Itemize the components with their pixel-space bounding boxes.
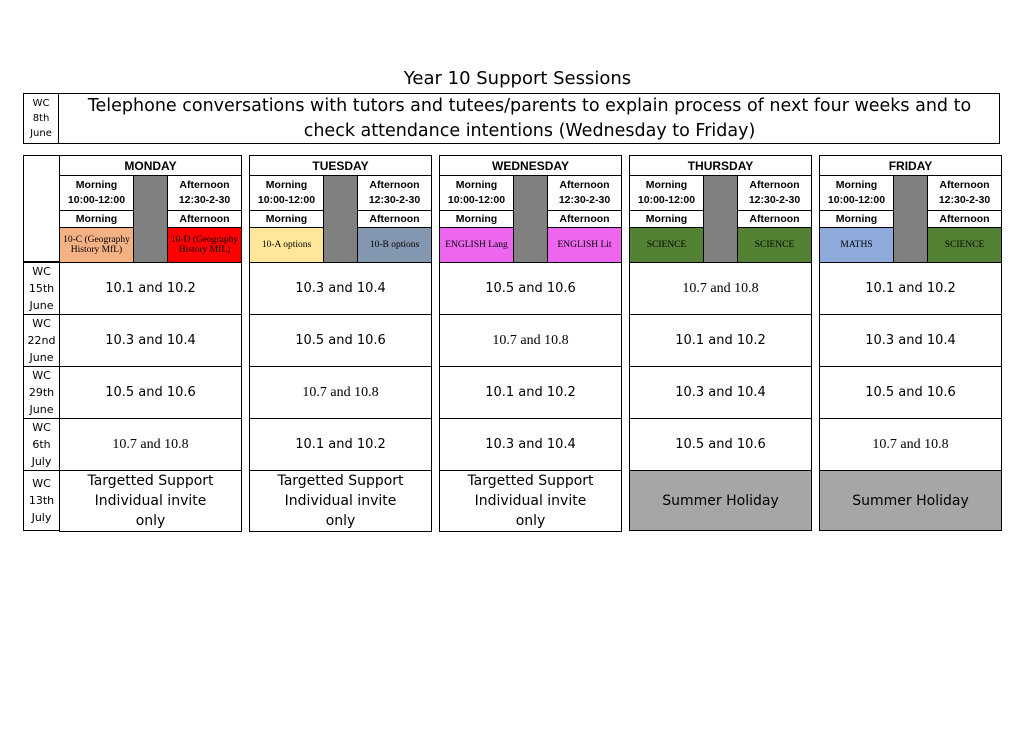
morning-slot: Morning 10:00-12:00 <box>60 176 134 211</box>
targetted-line: only <box>325 513 356 529</box>
targetted-line: Individual invite <box>94 493 207 509</box>
session-cell: 10.7 and 10.8 <box>250 367 432 419</box>
week-column <box>23 262 60 531</box>
gap-cell <box>514 176 548 263</box>
afternoon-subject: ENGLISH Lit <box>548 228 622 263</box>
session-cell: 10.5 and 10.6 <box>440 263 622 315</box>
intro-wc: WC <box>32 98 50 109</box>
day-name: WEDNESDAY <box>440 156 622 176</box>
targetted-line: only <box>515 513 546 529</box>
targetted-support-cell <box>60 471 242 532</box>
session-cell: 10.5 and 10.6 <box>630 419 812 471</box>
morning-slot: Morning 10:00-12:00 <box>250 176 324 211</box>
week-label: WC 29th June <box>24 367 60 419</box>
day-table-thursday <box>629 155 812 531</box>
day-table-friday <box>819 155 1002 531</box>
afternoon-slot: Afternoon 12:30-2-30 <box>168 176 242 211</box>
session-cell: 10.1 and 10.2 <box>250 419 432 471</box>
day-table-tuesday <box>249 155 432 532</box>
day-name: TUESDAY <box>250 156 432 176</box>
afternoon-label: Afternoon <box>168 211 242 228</box>
afternoon-label: Afternoon <box>358 211 432 228</box>
page-title: Year 10 Support Sessions <box>403 68 632 89</box>
targetted-line: Targetted Support <box>87 473 214 489</box>
afternoon-slot: Afternoon 12:30-2-30 <box>548 176 622 211</box>
session-cell: 10.3 and 10.4 <box>820 315 1002 367</box>
session-cell: 10.3 and 10.4 <box>60 315 242 367</box>
afternoon-slot: Afternoon 12:30-2-30 <box>738 176 812 211</box>
afternoon-label: Afternoon <box>928 211 1002 228</box>
day-table-monday <box>59 155 242 532</box>
afternoon-slot: Afternoon 12:30-2-30 <box>928 176 1002 211</box>
morning-label: Morning <box>820 211 894 228</box>
afternoon-subject: SCIENCE <box>738 228 812 263</box>
afternoon-subject: SCIENCE <box>928 228 1002 263</box>
session-cell: 10.3 and 10.4 <box>630 367 812 419</box>
week-label: WC 22nd June <box>24 315 60 367</box>
session-cell: 10.5 and 10.6 <box>250 315 432 367</box>
targetted-line: Individual invite <box>474 493 587 509</box>
morning-label: Morning <box>250 211 324 228</box>
week-label: WC 6th July <box>24 419 60 471</box>
day-name: THURSDAY <box>630 156 812 176</box>
intro-week-label <box>24 94 59 143</box>
gap-cell <box>894 176 928 263</box>
afternoon-slot: Afternoon 12:30-2-30 <box>358 176 432 211</box>
morning-label: Morning <box>60 211 134 228</box>
afternoon-label: Afternoon <box>548 211 622 228</box>
day-name: FRIDAY <box>820 156 1002 176</box>
morning-label: Morning <box>440 211 514 228</box>
session-cell: 10.3 and 10.4 <box>250 263 432 315</box>
intro-box <box>23 93 1000 144</box>
gap-cell <box>324 176 358 263</box>
session-cell: 10.7 and 10.8 <box>440 315 622 367</box>
session-cell: 10.7 and 10.8 <box>630 263 812 315</box>
summer-holiday-cell: Summer Holiday <box>630 471 812 531</box>
session-cell: 10.1 and 10.2 <box>60 263 242 315</box>
morning-slot: Morning 10:00-12:00 <box>630 176 704 211</box>
morning-subject: 10-A options <box>250 228 324 263</box>
session-cell: 10.3 and 10.4 <box>440 419 622 471</box>
targetted-line: Individual invite <box>284 493 397 509</box>
week-label: WC 15th June <box>24 263 60 315</box>
gap-cell <box>704 176 738 263</box>
afternoon-label: Afternoon <box>738 211 812 228</box>
morning-subject: MATHS <box>820 228 894 263</box>
session-cell: 10.7 and 10.8 <box>820 419 1002 471</box>
session-cell: 10.7 and 10.8 <box>60 419 242 471</box>
targetted-support-cell <box>440 471 622 532</box>
day-table-wednesday <box>439 155 622 532</box>
morning-label: Morning <box>630 211 704 228</box>
week-label: WC 13th July <box>24 471 60 531</box>
session-cell: 10.5 and 10.6 <box>60 367 242 419</box>
morning-subject: 10-C (Geography History MfL) <box>60 228 134 263</box>
morning-subject: SCIENCE <box>630 228 704 263</box>
session-cell: 10.1 and 10.2 <box>820 263 1002 315</box>
intro-wc-month: June <box>30 128 52 139</box>
intro-message: Telephone conversations with tutors and tutees/parents to explain process of next four weeks and to check attendance intentions (Wednesday to Friday) <box>87 96 972 141</box>
session-cell: 10.1 and 10.2 <box>440 367 622 419</box>
targetted-line: Targetted Support <box>467 473 594 489</box>
summer-holiday-cell: Summer Holiday <box>820 471 1002 531</box>
session-cell: 10.5 and 10.6 <box>820 367 1002 419</box>
morning-subject: ENGLISH Lang <box>440 228 514 263</box>
intro-wc-day: 8th <box>32 113 50 124</box>
morning-slot: Morning 10:00-12:00 <box>440 176 514 211</box>
day-name: MONDAY <box>60 156 242 176</box>
targetted-line: only <box>135 513 166 529</box>
targetted-line: Targetted Support <box>277 473 404 489</box>
afternoon-subject: 10-D (Geography History MfL) <box>168 228 242 263</box>
targetted-support-cell <box>250 471 432 532</box>
morning-slot: Morning 10:00-12:00 <box>820 176 894 211</box>
session-cell: 10.1 and 10.2 <box>630 315 812 367</box>
afternoon-subject: 10-B options <box>358 228 432 263</box>
header-blank-cell <box>23 155 59 262</box>
gap-cell <box>134 176 168 263</box>
